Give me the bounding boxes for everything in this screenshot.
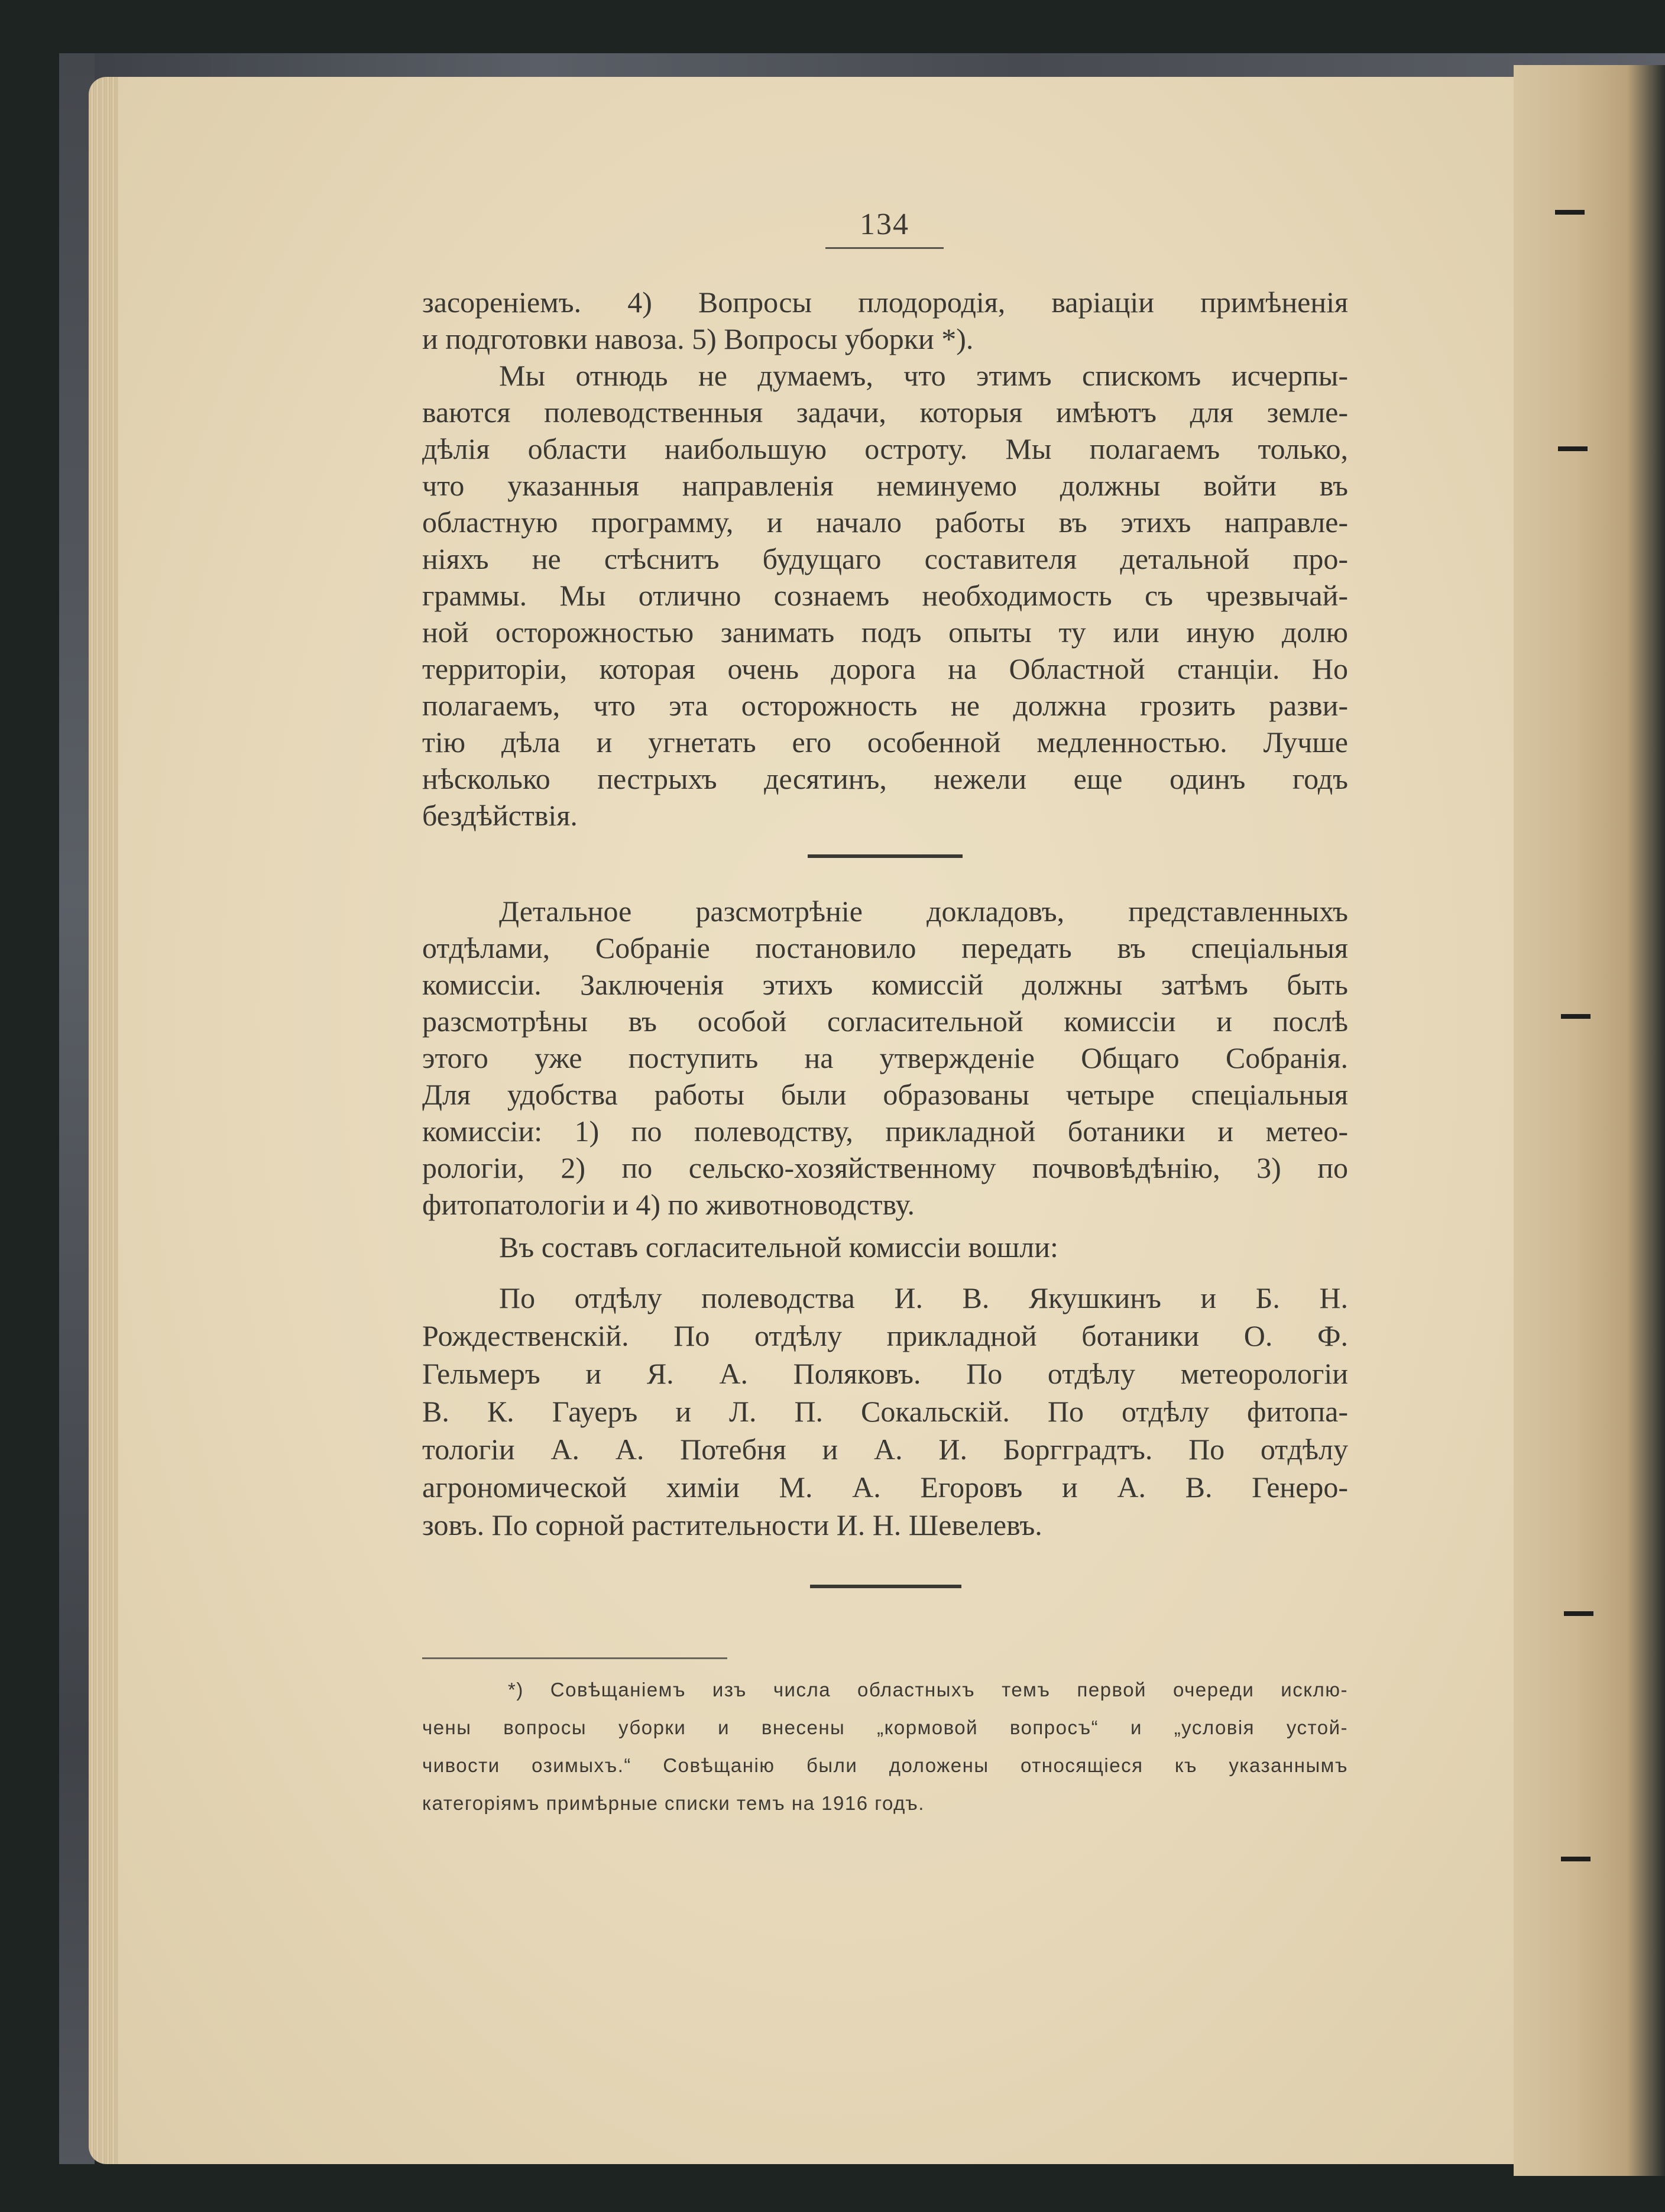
text-line: этого уже поступить на утвержденiе Общаго Собранiя. bbox=[422, 1041, 1348, 1074]
text-line: ной осторожностью занимать подъ опыты ту или иную долю bbox=[422, 616, 1348, 649]
text-line: агрономической химiи М. А. Егоровъ и А. В. Генеро- bbox=[422, 1471, 1348, 1504]
thread-mark bbox=[1561, 1857, 1591, 1861]
text-line: Мы отнюдь не думаемъ, что этимъ спискомъ исчерпы- bbox=[499, 359, 1348, 392]
thread-mark bbox=[1564, 1611, 1593, 1616]
book-gutter bbox=[1514, 65, 1665, 2176]
text-line: засоренiемъ. 4) Вопросы плодородiя, варiацiи примѣненiя bbox=[422, 286, 1348, 319]
text-line: Детальное разсмотрѣнiе докладовъ, представленныхъ bbox=[499, 895, 1348, 928]
thread-mark bbox=[1561, 1014, 1591, 1019]
header-rule bbox=[825, 247, 944, 249]
thread-mark bbox=[1555, 210, 1585, 215]
text-line: тологiи А. А. Потебня и А. И. Боргградтъ. По отдѣлу bbox=[422, 1433, 1348, 1466]
text-line: бездѣйствiя. bbox=[422, 799, 578, 832]
paragraph-5 bbox=[422, 1279, 1348, 1544]
footnote bbox=[422, 1671, 1348, 1822]
text-line: полагаемъ, что эта осторожность не должна грозить разви- bbox=[422, 689, 1348, 722]
page-number: 134 bbox=[860, 208, 909, 241]
paragraph-1 bbox=[422, 284, 1348, 357]
text-line: рологiи, 2) по сельско-хозяйственному почвовѣдѣнiю, 3) по bbox=[422, 1151, 1348, 1184]
text-line: дѣлiя области наибольшую остроту. Мы полагаемъ только, bbox=[422, 432, 1348, 465]
text-line: зовъ. По сорной растительности И. Н. Шевелевъ. bbox=[422, 1508, 1042, 1541]
text-line: разсмотрѣны въ особой согласительной комиссiи и послѣ bbox=[422, 1005, 1348, 1038]
thread-mark bbox=[1558, 446, 1588, 451]
text-line: Для удобства работы были образованы четыре спецiальныя bbox=[422, 1078, 1348, 1111]
text-line: нѣсколько пестрыхъ десятинъ, нежели еще одинъ годъ bbox=[422, 762, 1348, 795]
paragraph-4 bbox=[422, 1229, 1348, 1265]
text-line: отдѣлами, Собранiе постановило передать въ спецiальныя bbox=[422, 931, 1348, 964]
text-line: Въ составъ согласительной комиссiи вошли: bbox=[499, 1230, 1058, 1264]
text-line: территорiи, которая очень дорога на Областной станцiи. Но bbox=[422, 652, 1348, 685]
footnote-line: *) Совѣщанiемъ изъ числа областныхъ темъ первой очереди исклю- bbox=[508, 1679, 1348, 1701]
footnote-line: чены вопросы уборки и внесены „кормовой вопросъ“ и „условiя устой- bbox=[422, 1717, 1348, 1738]
paragraph-3 bbox=[422, 893, 1348, 1223]
text-line: областную программу, и начало работы въ этихъ направле- bbox=[422, 506, 1348, 539]
text-line: и подготовки навоза. 5) Вопросы уборки *). bbox=[422, 322, 974, 355]
footnote-rule bbox=[422, 1657, 727, 1659]
text-line: граммы. Мы отлично сознаемъ необходимость съ чрезвычай- bbox=[422, 579, 1348, 612]
section-divider bbox=[810, 1585, 961, 1588]
text-line: комиссiи. Заключенiя этихъ комиссiй должны затѣмъ быть bbox=[422, 968, 1348, 1001]
footnote-line: чивости озимыхъ.“ Совѣщанiю были доложены относящiеся къ указаннымъ bbox=[422, 1754, 1348, 1776]
text-line: комиссiи: 1) по полеводству, прикладной ботаники и метео- bbox=[422, 1115, 1348, 1148]
paragraph-2 bbox=[422, 357, 1348, 834]
footnote-line: категорiямъ примѣрные списки темъ на 1916 годъ. bbox=[422, 1792, 925, 1814]
section-divider bbox=[808, 854, 963, 858]
text-line: По отдѣлу полеводства И. В. Якушкинъ и Б. Н. bbox=[499, 1281, 1348, 1314]
text-line: фитопатологiи и 4) по животноводству. bbox=[422, 1188, 915, 1221]
text-line: В. К. Гауеръ и Л. П. Сокальскiй. По отдѣлу фитопа- bbox=[422, 1395, 1348, 1428]
text-line: тiю дѣла и угнетать его особенной медленностью. Лучше bbox=[422, 726, 1348, 759]
text-line: нiяхъ не стѣснитъ будущаго составителя детальной про- bbox=[422, 542, 1348, 575]
text-line: Рождественскiй. По отдѣлу прикладной ботаники О. Ф. bbox=[422, 1319, 1348, 1352]
text-line: что указанныя направленiя неминуемо должны войти въ bbox=[422, 469, 1348, 502]
text-line: ваются полеводственныя задачи, которыя имѣютъ для земле- bbox=[422, 396, 1348, 429]
text-line: Гельмеръ и Я. А. Поляковъ. По отдѣлу метеорологiи bbox=[422, 1357, 1348, 1390]
